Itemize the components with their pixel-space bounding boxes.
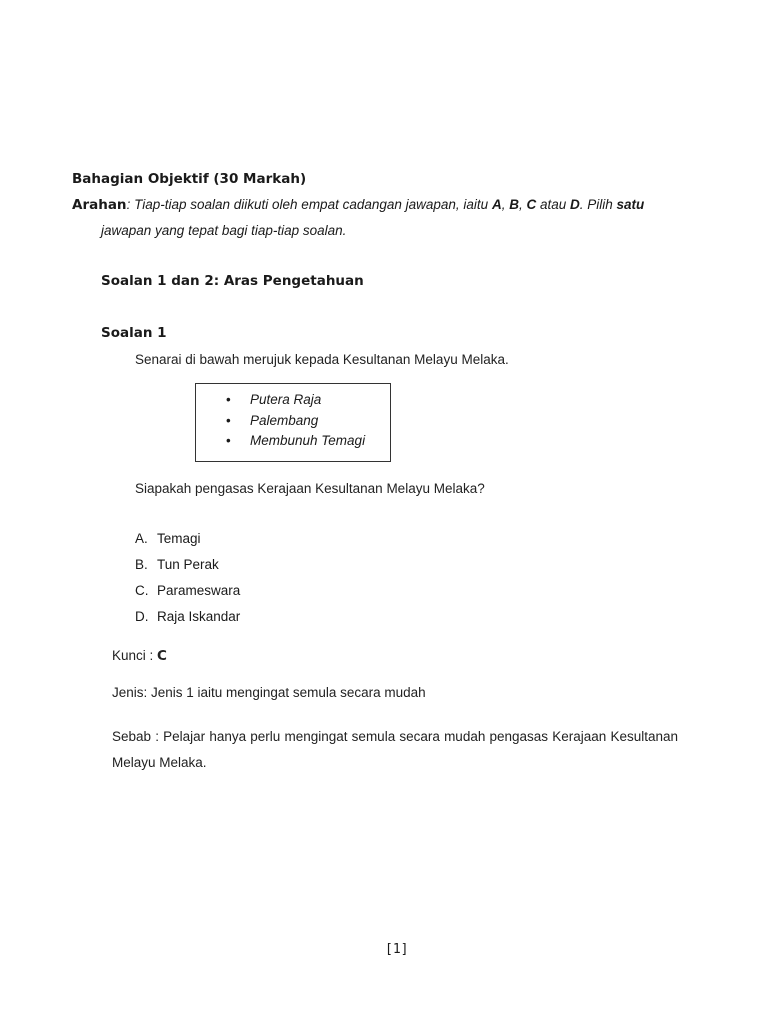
comma: , — [501, 197, 510, 212]
instructions-label: Arahan — [72, 197, 127, 213]
bullet-icon: • — [226, 392, 231, 407]
answer-option — [135, 608, 240, 634]
question-heading: Soalan 1 — [101, 325, 167, 341]
option-text: Tun Perak — [157, 557, 219, 572]
question-type: Jenis: Jenis 1 iaitu mengingat semula secara mudah — [112, 685, 426, 700]
list-item-text: Membunuh Temagi — [250, 433, 366, 448]
answer-option — [135, 530, 240, 556]
rationale: Sebab : Pelajar hanya perlu mengingat semula secara mudah pengasas Kerajaan Kesultanan Melayu Melaka. — [112, 729, 678, 770]
instructions-line-2: jawapan yang tepat bagi tiap-tiap soalan. — [101, 223, 347, 238]
answer-options — [135, 530, 240, 634]
instructions-text: Tiap-tiap soalan diikuti oleh empat cadangan jawapan, iaitu — [130, 197, 492, 212]
instructions-choose: . Pilih — [579, 197, 617, 212]
answer-option — [135, 582, 240, 608]
option-letter-a: A — [491, 197, 502, 212]
list-item — [226, 431, 365, 452]
instructions-colon: : — [126, 197, 131, 212]
page-number: [1] — [385, 942, 409, 957]
section-title: Bahagian Objektif (30 Markah) — [72, 171, 307, 187]
list-item-text: Palembang — [250, 412, 319, 428]
instructions-one: satu — [616, 197, 645, 212]
option-text: Raja Iskandar — [157, 609, 241, 624]
question-stem: Senarai di bawah merujuk kepada Kesultanan Melayu Melaka. — [135, 352, 509, 367]
list-item-text: Putera Raja — [250, 392, 322, 407]
comma: , — [518, 197, 527, 212]
bullet-icon: • — [226, 412, 231, 428]
answer-key — [112, 648, 167, 664]
list-item — [226, 411, 365, 432]
option-letter: C. — [135, 583, 149, 598]
instructions-or: atau — [536, 197, 571, 212]
instructions-line-1 — [72, 197, 644, 213]
info-box-list — [226, 390, 365, 452]
list-item — [226, 390, 365, 411]
bullet-icon: • — [226, 433, 231, 448]
option-letter: B. — [135, 557, 148, 572]
section-heading: Soalan 1 dan 2: Aras Pengetahuan — [101, 273, 364, 289]
option-letter-d: D — [570, 197, 580, 212]
question-prompt: Siapakah pengasas Kerajaan Kesultanan Melayu Melaka? — [135, 481, 485, 496]
answer-option — [135, 556, 240, 582]
option-letter-c: C — [526, 197, 537, 212]
option-text: Temagi — [157, 531, 201, 546]
option-text: Parameswara — [157, 583, 241, 598]
answer-key-label: Kunci : — [112, 648, 158, 663]
option-letter-b: B — [509, 197, 519, 212]
answer-key-value: C — [157, 648, 167, 664]
option-letter: A. — [135, 531, 148, 546]
option-letter: D. — [135, 609, 149, 624]
info-box — [195, 383, 391, 462]
